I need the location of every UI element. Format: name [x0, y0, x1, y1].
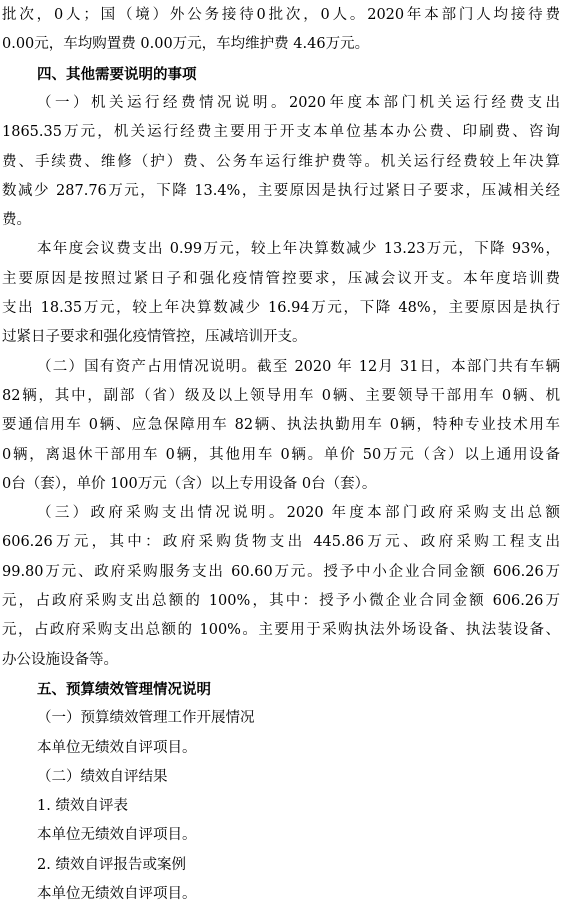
text-line: 数减少 287.76万元，下降 13.4%，主要原因是执行过紧日子要求，压减相关经	[2, 182, 560, 199]
text-line: 0辆，离退休干部用车 0辆，其他用车 0辆。单价 50万元（含）以上通用设备	[2, 446, 560, 463]
text-line: 元，占政府采购支出总额的 100%。主要用于采购执法外场设备、执法装设备、	[2, 622, 560, 639]
text-line: 1865.35万元，机关运行经费主要用于开支本单位基本办公费、印刷费、咨询	[2, 124, 560, 141]
text-line: （一）机关运行经费情况说明。2020年度本部门机关运行经费支出	[37, 94, 560, 111]
text-line: 本单位无绩效自评项目。	[37, 739, 197, 756]
text-line: （三）政府采购支出情况说明。2020 年度本部门政府采购支出总额	[37, 505, 560, 522]
text-line: 主要原因是按照过紧日子和强化疫情管控要求，压减会议开支。本年度培训费	[2, 270, 560, 287]
text-line: 2. 绩效自评报告或案例	[37, 856, 186, 873]
text-line: 要通信用车 0辆、应急保障用车 82辆、执法执勤用车 0辆，特种专业技术用车	[2, 417, 560, 434]
text-line: 0台（套），单价 100万元（含）以上专用设备 0台（套）。	[2, 475, 377, 492]
text-line: 1. 绩效自评表	[37, 798, 128, 815]
text-line: 元，占政府采购支出总额的 100%，其中：授予小微企业合同金额 606.26万	[2, 593, 560, 609]
text-line: （一）预算绩效管理工作开展情况	[37, 710, 255, 727]
text-line: （二）国有资产占用情况说明。截至 2020 年 12月 31日，本部门共有车辆	[37, 358, 560, 375]
text-line: 支出 18.35万元，较上年决算数减少 16.94万元，下降 48%，主要原因是执行	[2, 300, 560, 316]
text-line: 99.80万元、政府采购服务支出 60.60万元。授予中小企业合同金额 606.26万	[2, 563, 560, 580]
text-line: 606.26万元，其中：政府采购货物支出 445.86万元、政府采购工程支出	[2, 534, 560, 551]
text-line: 过紧日子要求和强化疫情管控，压减培训开支。	[2, 329, 307, 346]
section-heading: 五、预算绩效管理情况说明	[37, 680, 211, 698]
text-line: （二）绩效自评结果	[37, 768, 168, 785]
text-line: 办公设施设备等。	[2, 651, 118, 668]
text-line: 本单位无绩效自评项目。	[37, 886, 197, 902]
section-heading: 四、其他需要说明的事项	[37, 65, 197, 83]
text-line: 82辆，其中，副部（省）级及以上领导用车 0辆、主要领导干部用车 0辆、机	[2, 387, 560, 404]
text-line: 费。	[2, 212, 31, 229]
text-line: 0.00元，车均购置费 0.00万元，车均维护费 4.46万元。	[2, 36, 370, 53]
text-line: 本年度会议费支出 0.99万元，较上年决算数减少 13.23万元，下降 93%，	[37, 241, 560, 258]
text-line: 本单位无绩效自评项目。	[37, 827, 197, 844]
text-line: 费、手续费、维修（护）费、公务车运行维护费等。机关运行经费较上年决算	[2, 153, 560, 170]
text-line: 批次，0人；国（境）外公务接待0批次，0人。2020年本部门人均接待费	[2, 7, 560, 23]
